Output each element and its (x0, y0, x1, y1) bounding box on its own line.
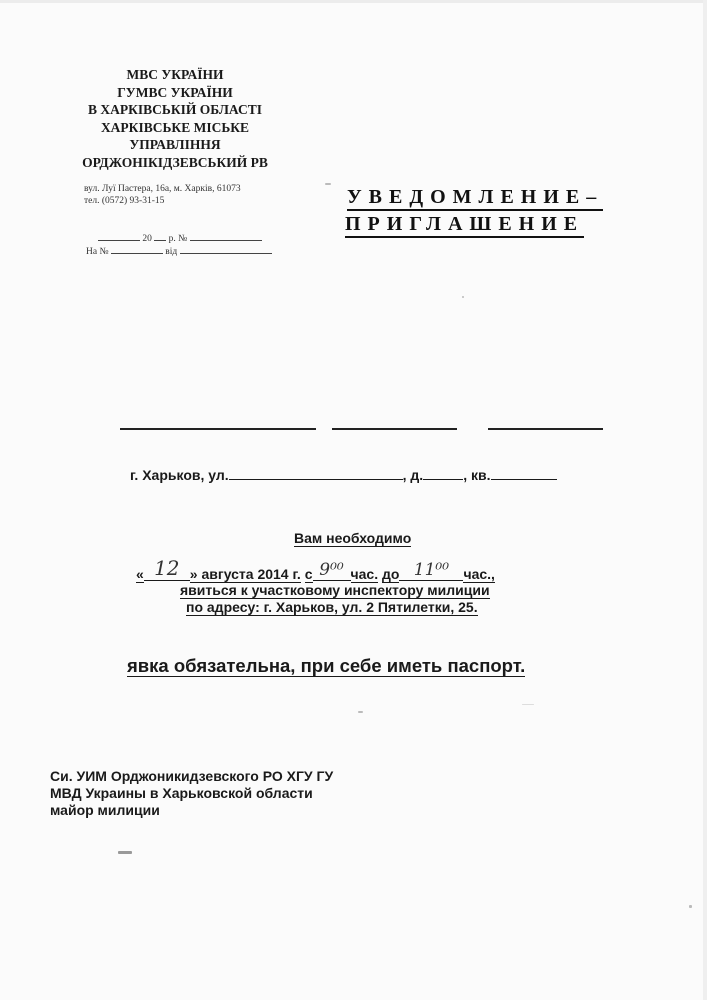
apt-blank (491, 467, 557, 480)
blank-field (154, 231, 166, 241)
scan-speck (325, 183, 331, 185)
quote-open: « (136, 566, 144, 582)
title-line-2 (345, 213, 584, 236)
hour-label: час. (350, 566, 379, 582)
reference-line (86, 244, 272, 257)
need-line (294, 530, 411, 546)
blank-field (190, 231, 262, 241)
scan-speck (689, 905, 692, 908)
registration-number-line (98, 231, 262, 244)
scan-speck (358, 711, 363, 713)
organization-address (84, 183, 241, 207)
org-line: В ХАРКІВСЬКІЙ ОБЛАСТІ (88, 102, 262, 117)
organization-header (70, 66, 280, 171)
blank-field (98, 231, 140, 241)
reg-year: 20 (142, 234, 152, 244)
need-text: Вам необходимо (294, 530, 412, 546)
body-line-3 (186, 599, 478, 615)
from-hour-handwritten: 9⁰⁰ (319, 560, 344, 580)
blank-field (180, 244, 272, 254)
address-fields-line (130, 467, 557, 483)
signature-block (50, 768, 333, 819)
month-year: » августа 2014 г. (189, 566, 301, 582)
day-field (144, 556, 190, 581)
to-hour-field (399, 560, 463, 581)
house-label: , д. (402, 467, 424, 483)
city-street-label: г. Харьков, ул. (130, 467, 229, 483)
ref-label: На № (86, 247, 109, 257)
body-text: по адресу: г. Харьков, ул. 2 Пятилетки, 25. (186, 599, 478, 615)
org-line: УПРАВЛІННЯ (129, 137, 221, 152)
from-label: с (304, 566, 313, 582)
day-handwritten: 12 (154, 556, 180, 580)
body-line-2 (180, 582, 490, 598)
org-line: ГУМВС УКРАЇНИ (117, 84, 233, 100)
reg-r-label: р. № (168, 234, 188, 244)
scan-edge-top (0, 0, 707, 3)
house-blank (423, 467, 463, 480)
mandatory-text: явка обязательна, при себе иметь паспорт. (127, 655, 526, 676)
phone-line: тел. (0572) 93-31-15 (84, 196, 165, 206)
ref-from-label: від (165, 247, 178, 257)
body-text: явиться к участковому инспектору милиции (180, 582, 490, 598)
to-hour-handwritten: 11⁰⁰ (413, 560, 450, 580)
signature-line: Си. УИМ Орджоникидзевского РО ХГУ ГУ (50, 768, 334, 784)
title-text: УВЕДОМЛЕНИЕ– (347, 186, 603, 211)
hour-label-2: час., (463, 566, 495, 582)
blank-field (111, 244, 163, 254)
from-hour-field (313, 560, 351, 581)
org-line: МВС УКРАЇНИ (126, 67, 224, 82)
scan-speck (462, 296, 464, 298)
apt-label: , кв. (463, 467, 491, 483)
name-blank-line (332, 428, 457, 430)
org-line: ХАРКІВСЬКЕ МІСЬКЕ (100, 119, 250, 135)
scan-speck (522, 704, 534, 705)
org-line: ОРДЖОНІКІДЗЕВСЬКИЙ РВ (82, 154, 268, 170)
scan-edge-right (703, 0, 707, 1000)
name-blank-line (488, 428, 603, 430)
to-label: до (381, 566, 400, 582)
signature-line: майор милиции (50, 802, 160, 818)
name-blank-line (120, 428, 316, 430)
address-line: вул. Луї Пастера, 16а, м. Харків, 61073 (84, 184, 241, 194)
scan-speck (118, 851, 132, 854)
title-text: ПРИГЛАШЕНИЕ (345, 213, 584, 238)
mandatory-notice (127, 655, 525, 677)
title-line-1 (347, 186, 603, 209)
signature-line: МВД Украины в Харьковской области (50, 785, 313, 801)
street-blank (229, 467, 403, 480)
